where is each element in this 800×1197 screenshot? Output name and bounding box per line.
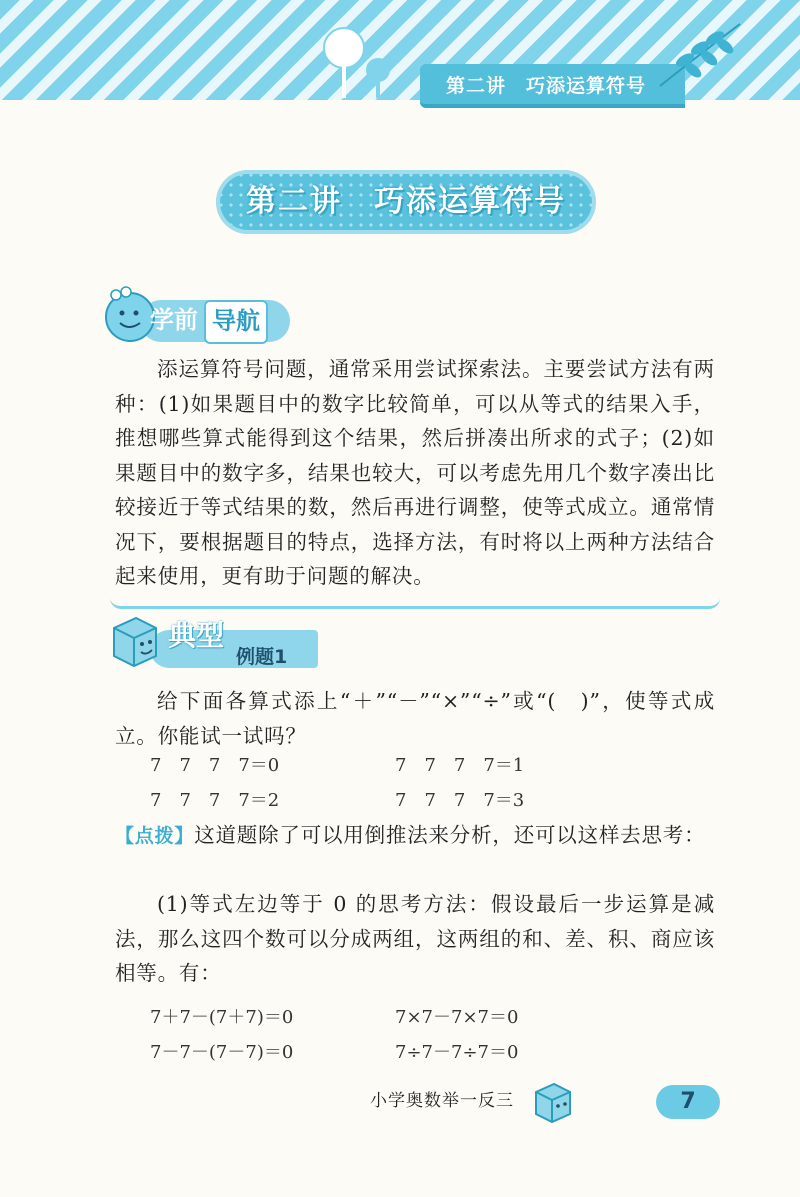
section-label-typical: 典型	[168, 619, 225, 652]
section-label-preview: 学前	[150, 306, 198, 334]
section-label-navigation: 导航	[204, 300, 268, 344]
cube-mascot-footer-icon	[530, 1078, 576, 1126]
equation-1: 7 7 7 7＝0	[150, 755, 280, 776]
section-divider	[110, 598, 720, 609]
method-paragraph: (1)等式左边等于 0 的思考方法：假设最后一步运算是减法，那么这四个数可以分成两组，这两组的和、差、积、商应该相等。有：	[115, 892, 715, 985]
section-label-example: 例题1	[236, 646, 288, 668]
tree-icon	[318, 18, 398, 100]
solution-1: 7＋7－(7＋7)＝0	[150, 1007, 294, 1028]
footer-book-title: 小学奥数举一反三	[370, 1091, 514, 1111]
example-question: 给下面各算式添上“＋”“－”“×”“÷”或“( )”，使等式成立。你能试一试吗？	[115, 689, 715, 748]
leaf-branch-icon	[655, 18, 745, 90]
intro-paragraph: 添运算符号问题，通常采用尝试探索法。主要尝试方法有两种：(1)如果题目中的数字比较简单，可以从等式的结果入手，推想哪些算式能得到这个结果，然后拼凑出所求的式子；(2)如果题目中的数字多，结果也较大，可以考虑先用几个数字凑出比较接近于等式结果的数，然后再进行调整，使等式成立。通常情况下，要根据题目的特点，选择方法，有时将以上两种方法结合起来使用，更有助于问题的解决。	[115, 357, 715, 588]
equation-2: 7 7 7 7＝1	[395, 755, 525, 776]
solution-4: 7÷7－7÷7＝0	[395, 1042, 519, 1063]
hint-paragraph	[115, 818, 715, 854]
solution-3: 7－7－(7－7)＝0	[150, 1042, 294, 1063]
page-number: 7	[656, 1085, 720, 1119]
hint-label: 【点拨】	[115, 825, 195, 847]
hint-text: 这道题除了可以用倒推法来分析，还可以这样去思考：	[194, 823, 706, 847]
chapter-title: 第二讲 巧添运算符号	[246, 184, 566, 219]
solution-2: 7×7－7×7＝0	[395, 1007, 519, 1028]
cube-mascot-icon	[104, 610, 162, 672]
running-chapter-title: 第二讲 巧添运算符号	[420, 64, 685, 108]
equation-4: 7 7 7 7＝3	[395, 790, 525, 811]
equation-3: 7 7 7 7＝2	[150, 790, 280, 811]
